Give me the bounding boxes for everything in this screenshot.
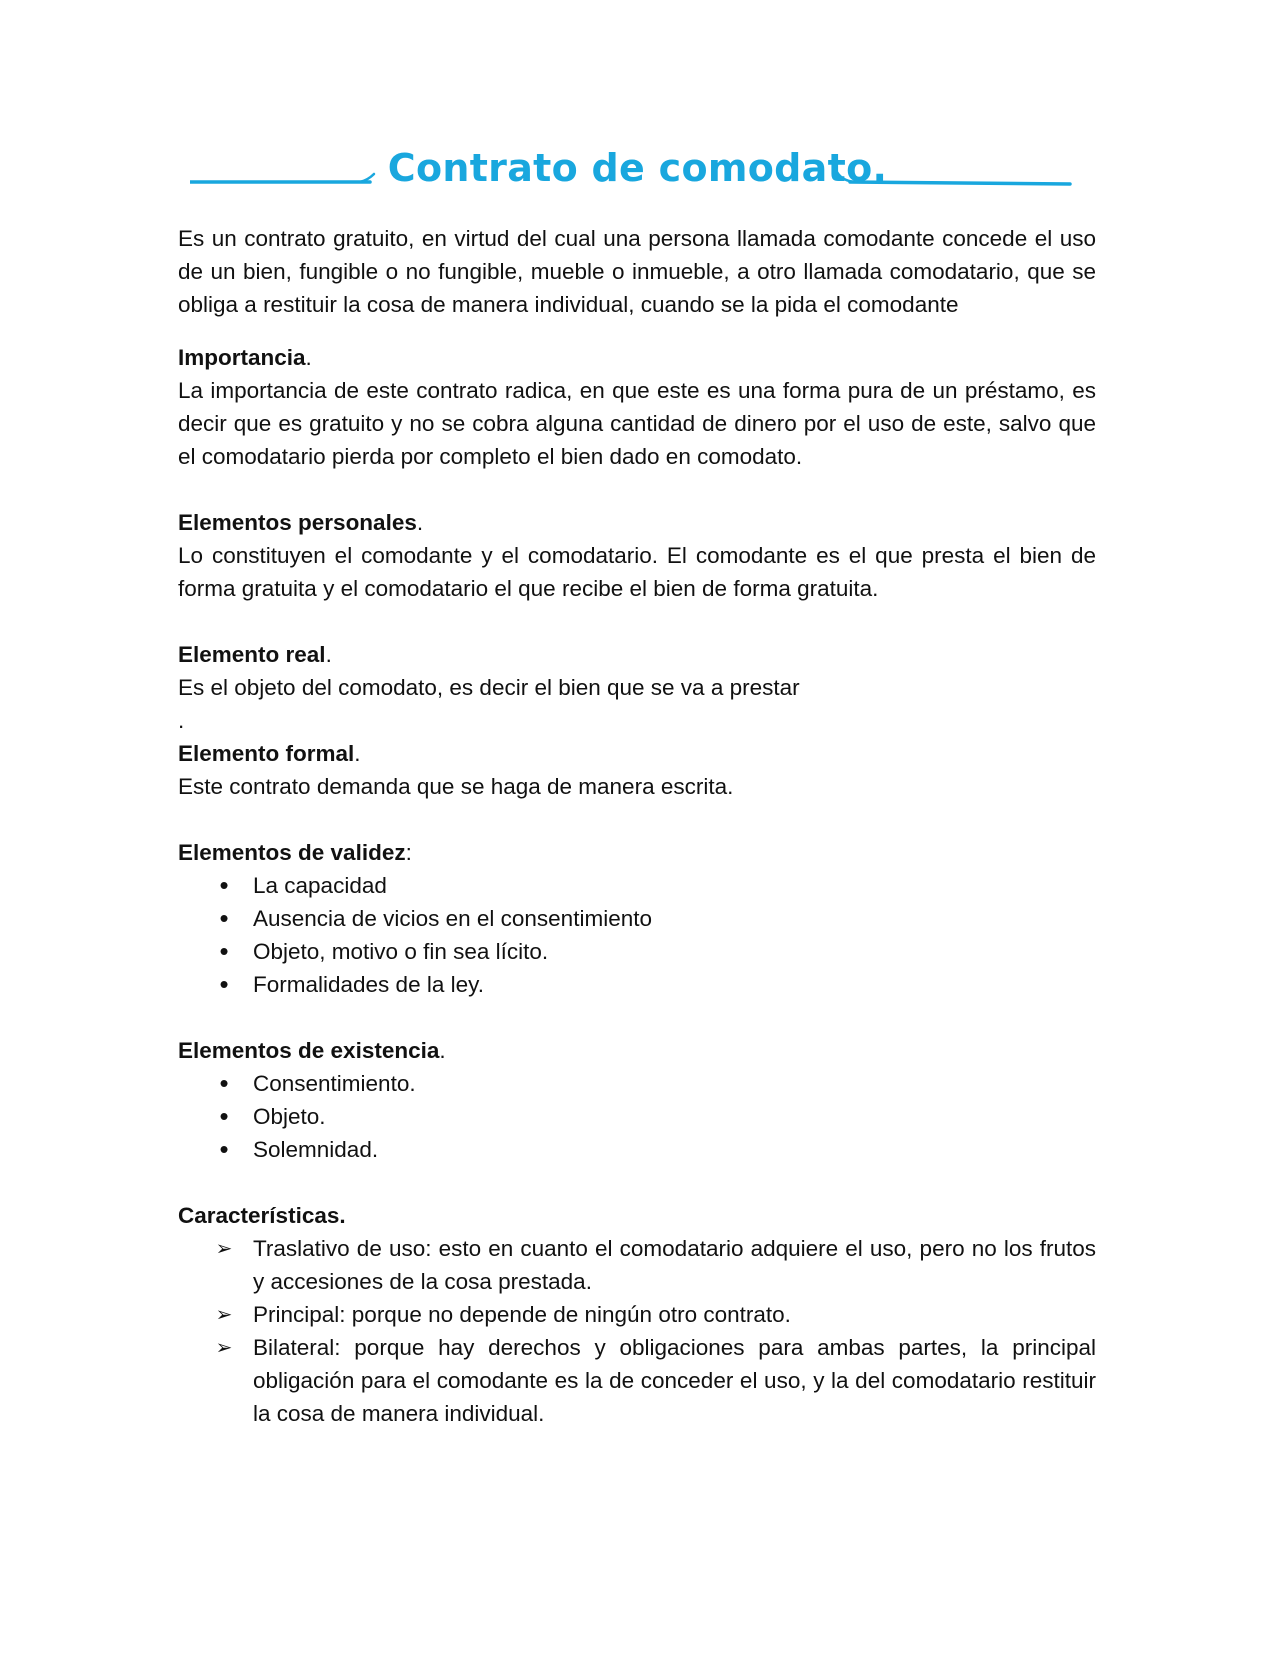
trailing-period: .	[178, 708, 185, 733]
document-title: Contrato de comodato.	[387, 146, 888, 190]
list-item: • Formalidades de la ley.	[178, 968, 1096, 1001]
list-existencia	[178, 1067, 1096, 1166]
arrow-bullet-icon: ➢	[215, 1335, 233, 1359]
heading-elementos-existencia: Elementos de existencia.	[178, 1038, 446, 1063]
list-item: • Objeto, motivo o fin sea lícito.	[178, 935, 1096, 968]
list-item: • Objeto.	[178, 1100, 1096, 1133]
list-validez	[178, 869, 1096, 1001]
bullet-icon: •	[219, 1101, 229, 1131]
heading-importancia: Importancia.	[178, 345, 312, 370]
heading-elemento-real: Elemento real.	[178, 642, 332, 667]
list-item: • Solemnidad.	[178, 1133, 1096, 1166]
intro-paragraph: Es un contrato gratuito, en virtud del cual una persona llamada comodante concede el uso de un bien, fungible o no fungible, mueble o inmueble, a otro llamada comodatario, que se obliga a restituir la cosa de manera individual, cuando se la pida el comodante	[178, 226, 1096, 317]
heading-elementos-validez: Elementos de validez:	[178, 840, 412, 865]
bullet-icon: •	[219, 936, 229, 966]
heading-caracteristicas: Características.	[178, 1203, 346, 1228]
list-caracteristicas	[178, 1232, 1096, 1430]
heading-elementos-personales: Elementos personales.	[178, 510, 424, 535]
bullet-icon: •	[219, 1134, 229, 1164]
bullet-icon: •	[219, 903, 229, 933]
list-item: ➢ Principal: porque no depende de ningún otro contrato.	[178, 1298, 1096, 1331]
list-item: • La capacidad	[178, 869, 1096, 902]
bullet-icon: •	[219, 870, 229, 900]
list-item: ➢ Traslativo de uso: esto en cuanto el comodatario adquiere el uso, pero no los frutos y accesiones de la cosa prestada.	[178, 1232, 1096, 1298]
list-item: • Ausencia de vicios en el consentimiento	[178, 902, 1096, 935]
bullet-icon: •	[219, 969, 229, 999]
title-block	[190, 140, 1085, 200]
paragraph-importancia: La importancia de este contrato radica, en que este es una forma pura de un préstamo, es decir que es gratuito y no se cobra alguna cantidad de dinero por el uso de este, salvo que el comodatario pierda por completo el bien dado en comodato.	[178, 378, 1096, 469]
list-item: ➢ Bilateral: porque hay derechos y obligaciones para ambas partes, la principal obligación para el comodante es la de conceder el uso, y la del comodatario restituir la cosa de manera individual.	[178, 1331, 1096, 1430]
paragraph-elementos-personales: Lo constituyen el comodante y el comodatario. El comodante es el que presta el bien de forma gratuita y el comodatario el que recibe el bien de forma gratuita.	[178, 543, 1096, 601]
paragraph-elemento-formal: Este contrato demanda que se haga de manera escrita.	[178, 774, 734, 799]
heading-elemento-formal: Elemento formal.	[178, 741, 361, 766]
document-body	[178, 222, 1096, 1430]
list-item: • Consentimiento.	[178, 1067, 1096, 1100]
arrow-bullet-icon: ➢	[215, 1302, 233, 1326]
paragraph-elemento-real: Es el objeto del comodato, es decir el bien que se va a prestar	[178, 675, 800, 700]
arrow-bullet-icon: ➢	[215, 1236, 233, 1260]
bullet-icon: •	[219, 1068, 229, 1098]
